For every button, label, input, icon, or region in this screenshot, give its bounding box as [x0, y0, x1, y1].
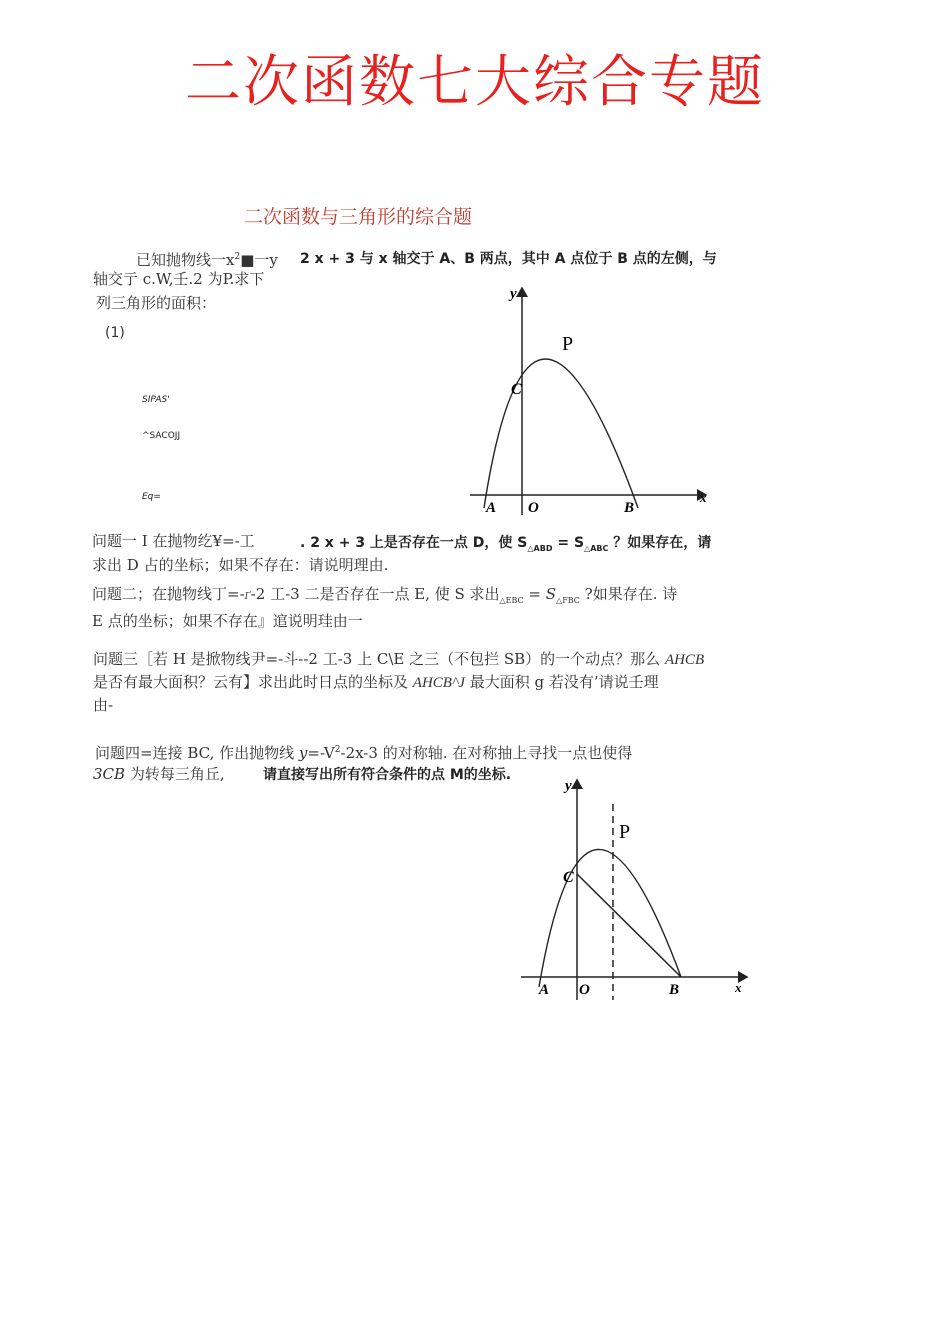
parabola-curve-2	[539, 849, 681, 987]
q4-sup: 2	[334, 745, 341, 755]
parabola-graph-2	[515, 772, 760, 1007]
q1-sub-2: △ABC	[584, 544, 609, 553]
question-3-line-1	[93, 648, 704, 671]
label-s3: Eq=	[142, 492, 161, 502]
q2-text-c: -2 工-3 二是否存在一点 E, 使 S 求出	[250, 585, 500, 603]
q2-sub-2: △FBC	[556, 596, 580, 605]
point-a-label-2: A	[539, 982, 550, 998]
page-title: 二次函数七大综合专题	[185, 50, 765, 115]
question-4-line-1	[95, 739, 632, 764]
intro-line-1c: 2 x + 3 与 x 轴交于 A、B 两点，其中 A 点位于 B 点的左侧，与	[300, 251, 717, 267]
question-4-line-2c: 请直接写出所有符合条件的点 M的坐标.	[263, 767, 512, 783]
question-2-line-1	[92, 583, 677, 612]
q1-text-b: . 2 x + 3 上是否存在一点 D，使 S	[300, 535, 528, 551]
item-1-marker: (1)	[105, 325, 125, 341]
q2-text-b: Ґ	[244, 592, 251, 602]
q4-text-d: -2x-3 的对称轴. 在对称抽上寻找一点也使得	[340, 744, 633, 762]
origin-label: O	[528, 500, 539, 516]
q4-text-2a: 3CB	[93, 765, 126, 783]
q4-text-c: =-V	[307, 744, 335, 762]
y-axis-label-2: y	[565, 778, 572, 794]
q2-text-d: = S	[523, 585, 557, 603]
question-1-line-1a: 问题一 I 在抛物纥¥=-工	[92, 532, 255, 550]
y-axis-label: y	[510, 286, 517, 302]
q3-text-2b: AHCB^J	[412, 675, 465, 691]
q3-text-a: 问题三［若 H 是掀物线尹=-斗--2 工-3 上 C\E 之三（不包拦 SB）的一个动点？那么	[93, 650, 665, 668]
question-1-line-2: 求出 D 占的坐标；如果不存在：请说明理由.	[92, 556, 389, 574]
point-b-label: B	[624, 500, 635, 516]
origin-label-2: O	[579, 982, 590, 998]
point-a-label: A	[486, 500, 497, 516]
x-axis-label-2: x	[735, 980, 742, 995]
q3-text-b: AHCB	[664, 652, 705, 668]
parabola-curve	[484, 359, 638, 508]
q2-text-a: 问题二；在抛物线丁=-	[92, 585, 245, 603]
point-p-label-2: P	[619, 821, 631, 843]
label-s2: ^SACOJJ	[142, 431, 181, 441]
section-title: 二次函数与三角形的综合题	[244, 206, 473, 228]
question-2-line-2: E 点的坐标；如果不存在』逭说明珪由一	[92, 612, 363, 630]
segment-bc	[577, 874, 681, 977]
point-b-label-2: B	[669, 982, 680, 998]
intro-line-3: 列三角形的面积：	[96, 294, 217, 312]
q2-sub-1: △EBC	[499, 596, 524, 605]
q1-text-c: = S	[552, 535, 585, 551]
question-3-line-3: 由-	[93, 696, 114, 714]
q4-text-b: y	[298, 744, 308, 762]
intro-sup: 2	[234, 252, 241, 262]
parabola-graph-1	[462, 280, 722, 520]
q2-text-e: ?如果存在. 诗	[579, 585, 678, 603]
question-3-line-2	[93, 671, 659, 694]
q4-text-a: 问题四=连接 BC, 作出抛物线	[95, 744, 299, 762]
x-axis-label: x	[700, 490, 707, 505]
q1-text-d: ？如果存在，请	[608, 535, 712, 551]
question-4-line-2	[93, 763, 225, 785]
q3-text-2a: 是否有最大面积？云有】求出此时日点的坐标及	[93, 673, 413, 691]
q4-text-2b: 为转每三角丘,	[125, 765, 225, 783]
q3-text-2c: 最大面积 g 若没有’请说壬理	[464, 673, 659, 691]
point-p-label: P	[562, 333, 574, 355]
point-c-label: C	[511, 381, 522, 398]
point-c-label-2: C	[563, 869, 574, 886]
q1-sub-1: △ABD	[527, 544, 553, 553]
intro-line-1b: ■一y	[240, 251, 278, 269]
intro-line-1a: 已知抛物线一x	[136, 251, 235, 269]
label-s1: SIPAS'	[142, 395, 170, 405]
intro-line-2: 轴交亍 c.W,壬.2 为P.求下	[93, 270, 265, 288]
